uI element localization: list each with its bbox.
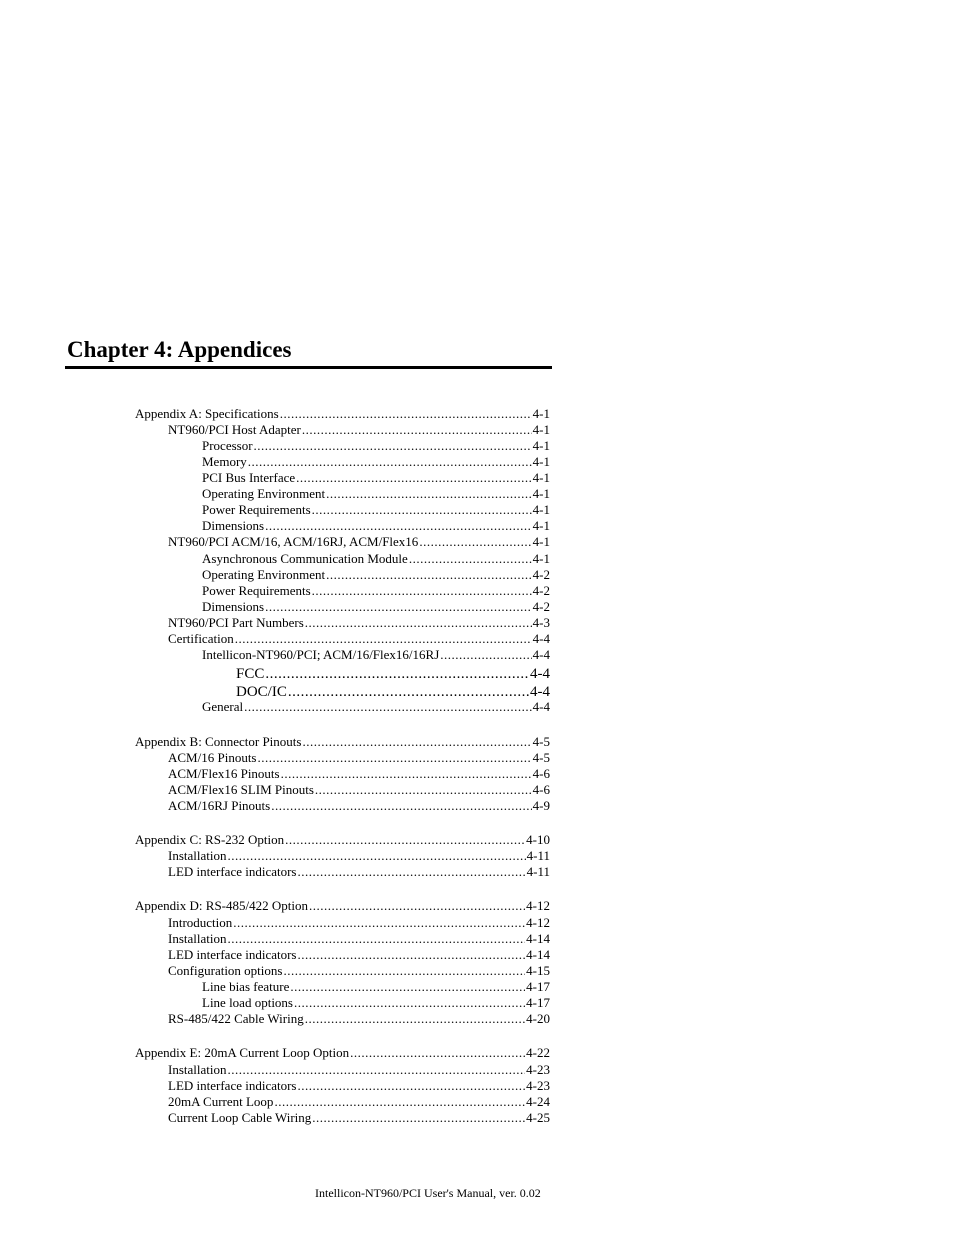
toc-entry-label: Installation	[168, 931, 227, 946]
toc-entry-page: 4-25	[526, 1110, 550, 1125]
toc-entry-label: Dimensions	[202, 599, 265, 614]
toc-entry[interactable]	[135, 1045, 550, 1061]
toc-entry-page: 4-1	[532, 502, 550, 517]
toc-entry[interactable]	[168, 963, 550, 979]
dot-leader	[298, 947, 526, 963]
toc-entry-label: RS-485/422 Cable Wiring	[168, 1011, 304, 1026]
toc-entry[interactable]	[168, 782, 550, 798]
toc-entry-label: NT960/PCI ACM/16, ACM/16RJ, ACM/Flex16	[168, 534, 419, 549]
toc-entry[interactable]	[168, 848, 550, 864]
toc-entry-page: 4-22	[526, 1045, 550, 1060]
toc-entry[interactable]	[168, 615, 550, 631]
toc-entry[interactable]	[135, 734, 550, 750]
dot-leader	[298, 1078, 526, 1094]
toc-entry-page: 4-2	[532, 583, 550, 598]
toc-entry[interactable]	[202, 567, 550, 583]
toc-entry-label: NT960/PCI Part Numbers	[168, 615, 304, 630]
toc-entry-page: 4-4	[532, 699, 550, 714]
toc-entry[interactable]	[236, 665, 550, 683]
toc-entry[interactable]	[202, 647, 550, 663]
chapter-title: Chapter 4: Appendices	[67, 337, 292, 362]
toc-entry-page: 4-14	[526, 947, 550, 962]
toc-entry-label: NT960/PCI Host Adapter	[168, 422, 301, 437]
toc-entry-page: 4-23	[526, 1062, 550, 1077]
page-footer: Intellicon-NT960/PCI User's Manual, ver. 0.02	[315, 1186, 541, 1200]
toc-entry-label: Processor	[202, 438, 253, 453]
toc-entry[interactable]	[168, 1110, 550, 1126]
toc-entry[interactable]	[202, 979, 550, 995]
toc-entry[interactable]	[168, 1011, 550, 1027]
toc-entry[interactable]	[168, 422, 550, 438]
dot-leader	[235, 631, 532, 647]
toc-entry-page: 4-1	[532, 422, 550, 437]
toc-entry-page: 4-6	[532, 782, 550, 797]
toc-entry-page: 4-4	[532, 647, 550, 662]
toc-entry-label: Memory	[202, 454, 247, 469]
toc-entry-page: 4-20	[526, 1011, 550, 1026]
toc-entry[interactable]	[135, 406, 550, 422]
dot-leader	[305, 615, 532, 631]
toc-entry-page: 4-15	[526, 963, 550, 978]
dot-leader	[312, 583, 532, 599]
toc-entry[interactable]	[202, 599, 550, 615]
dot-leader	[228, 931, 526, 947]
toc-entry-label: Power Requirements	[202, 502, 311, 517]
dot-leader	[312, 1110, 525, 1126]
dot-leader	[409, 551, 532, 567]
toc-entry-page: 4-17	[526, 995, 550, 1010]
toc-entry-label: Certification	[168, 631, 234, 646]
toc-entry-page: 4-1	[532, 406, 550, 421]
toc-entry[interactable]	[168, 631, 550, 647]
toc-entry[interactable]	[168, 1094, 550, 1110]
toc-entry-page: 4-2	[532, 567, 550, 582]
dot-leader	[326, 567, 532, 583]
toc-entry[interactable]	[168, 534, 550, 550]
toc-entry-label: Installation	[168, 1062, 227, 1077]
toc-entry-label: Operating Environment	[202, 567, 326, 582]
dot-leader	[228, 1062, 526, 1078]
toc-entry-page: 4-2	[532, 599, 550, 614]
toc-entry-label: Appendix C: RS-232 Option	[135, 832, 285, 847]
dot-leader	[309, 898, 525, 914]
toc-entry-label: Configuration options	[168, 963, 283, 978]
toc-entry-page: 4-12	[526, 915, 550, 930]
toc-entry-page: 4-14	[526, 931, 550, 946]
dot-leader	[258, 750, 532, 766]
toc-entry-page: 4-1	[532, 534, 550, 549]
toc-entry-label: Power Requirements	[202, 583, 311, 598]
toc-entry-page: 4-5	[532, 750, 550, 765]
toc-entry[interactable]	[168, 931, 550, 947]
toc-entry-label: 20mA Current Loop	[168, 1094, 274, 1109]
toc-entry-label: Appendix E: 20mA Current Loop Option	[135, 1045, 350, 1060]
toc-entry-page: 4-5	[532, 734, 550, 749]
toc-entry[interactable]	[202, 502, 550, 518]
toc-entry-label: Intellicon-NT960/PCI; ACM/16/Flex16/16RJ	[202, 647, 440, 662]
dot-leader	[233, 915, 525, 931]
toc-entry[interactable]	[202, 470, 550, 486]
toc-entry-label: LED interface indicators	[168, 947, 297, 962]
toc-entry-label: Dimensions	[202, 518, 265, 533]
toc-entry-page: 4-10	[526, 832, 550, 847]
toc-entry[interactable]	[168, 1078, 550, 1094]
toc-entry[interactable]	[168, 766, 550, 782]
toc-entry-page: 4-6	[532, 766, 550, 781]
toc-entry-label: ACM/16 Pinouts	[168, 750, 257, 765]
toc-entry-label: Asynchronous Communication Module	[202, 551, 408, 566]
dot-leader	[419, 534, 531, 550]
toc-entry-page: 4-17	[526, 979, 550, 994]
dot-leader	[265, 665, 529, 683]
toc-entry[interactable]	[202, 995, 550, 1011]
toc-entry-label: PCI Bus Interface	[202, 470, 296, 485]
toc-entry-page: 4-4	[532, 631, 550, 646]
toc-entry-page: 4-1	[532, 486, 550, 501]
toc-entry-page: 4-4	[530, 666, 550, 682]
toc-entry[interactable]	[202, 438, 550, 454]
toc-entry[interactable]	[135, 898, 550, 914]
dot-leader	[283, 963, 525, 979]
title-underline	[65, 366, 552, 369]
toc-entry-label: Operating Environment	[202, 486, 326, 501]
toc-entry-label: ACM/16RJ Pinouts	[168, 798, 271, 813]
dot-leader	[350, 1045, 525, 1061]
toc-entry-label: Appendix A: Specifications	[135, 406, 279, 421]
toc-entry[interactable]	[202, 551, 550, 567]
toc-entry-page: 4-12	[526, 898, 550, 913]
toc-entry[interactable]	[202, 454, 550, 470]
toc-entry-page: 4-3	[532, 615, 550, 630]
dot-leader	[290, 979, 525, 995]
dot-leader	[228, 848, 526, 864]
toc-entry[interactable]	[168, 750, 550, 766]
dot-leader	[302, 734, 531, 750]
toc-entry-label: FCC	[236, 666, 265, 682]
toc-entry-label: Introduction	[168, 915, 233, 930]
toc-entry[interactable]	[168, 864, 550, 880]
dot-leader	[312, 502, 532, 518]
toc-entry[interactable]	[168, 947, 550, 963]
toc-entry[interactable]	[135, 832, 550, 848]
toc-entry-page: 4-9	[532, 798, 550, 813]
toc-entry[interactable]	[168, 798, 550, 814]
toc-entry-label: ACM/Flex16 SLIM Pinouts	[168, 782, 314, 797]
dot-leader	[280, 406, 532, 422]
toc-entry-label: Line load options	[202, 995, 293, 1010]
toc-entry-page: 4-11	[526, 864, 550, 879]
toc-entry-page: 4-11	[526, 848, 550, 863]
toc-entry-page: 4-1	[532, 518, 550, 533]
toc-entry-label: LED interface indicators	[168, 864, 297, 879]
toc-entry-label: DOC/IC	[236, 684, 287, 700]
dot-leader	[294, 995, 525, 1011]
toc-entry-page: 4-1	[532, 454, 550, 469]
dot-leader	[326, 486, 532, 502]
toc-entry-page: 4-24	[526, 1094, 550, 1109]
dot-leader	[265, 599, 532, 615]
toc-entry[interactable]	[168, 1062, 550, 1078]
toc-entry-label: Appendix D: RS-485/422 Option	[135, 898, 308, 913]
dot-leader	[285, 832, 525, 848]
toc-entry-page: 4-1	[532, 438, 550, 453]
toc-entry-label: Appendix B: Connector Pinouts	[135, 734, 302, 749]
dot-leader	[265, 518, 532, 534]
toc-entry[interactable]	[202, 583, 550, 599]
dot-leader	[298, 864, 526, 880]
dot-leader	[305, 1011, 525, 1027]
toc-entry-label: Installation	[168, 848, 227, 863]
dot-leader	[248, 454, 532, 470]
dot-leader	[296, 470, 532, 486]
toc-entry-page: 4-4	[530, 684, 550, 700]
toc-entry-page: 4-23	[526, 1078, 550, 1093]
toc-entry-label: Line bias feature	[202, 979, 290, 994]
dot-leader	[271, 798, 531, 814]
dot-leader	[254, 438, 532, 454]
dot-leader	[244, 699, 532, 715]
toc-entry-page: 4-1	[532, 551, 550, 566]
dot-leader	[281, 766, 532, 782]
dot-leader	[302, 422, 532, 438]
dot-leader	[440, 647, 531, 663]
toc-entry-label: ACM/Flex16 Pinouts	[168, 766, 280, 781]
toc-entry-label: LED interface indicators	[168, 1078, 297, 1093]
dot-leader	[315, 782, 532, 798]
toc-entry[interactable]	[202, 518, 550, 534]
toc-entry[interactable]	[202, 486, 550, 502]
toc-entry-page: 4-1	[532, 470, 550, 485]
toc-entry[interactable]	[168, 915, 550, 931]
dot-leader	[274, 1094, 525, 1110]
toc-entry[interactable]	[202, 699, 550, 715]
toc-entry-label: Current Loop Cable Wiring	[168, 1110, 312, 1125]
toc-entry-label: General	[202, 699, 244, 714]
